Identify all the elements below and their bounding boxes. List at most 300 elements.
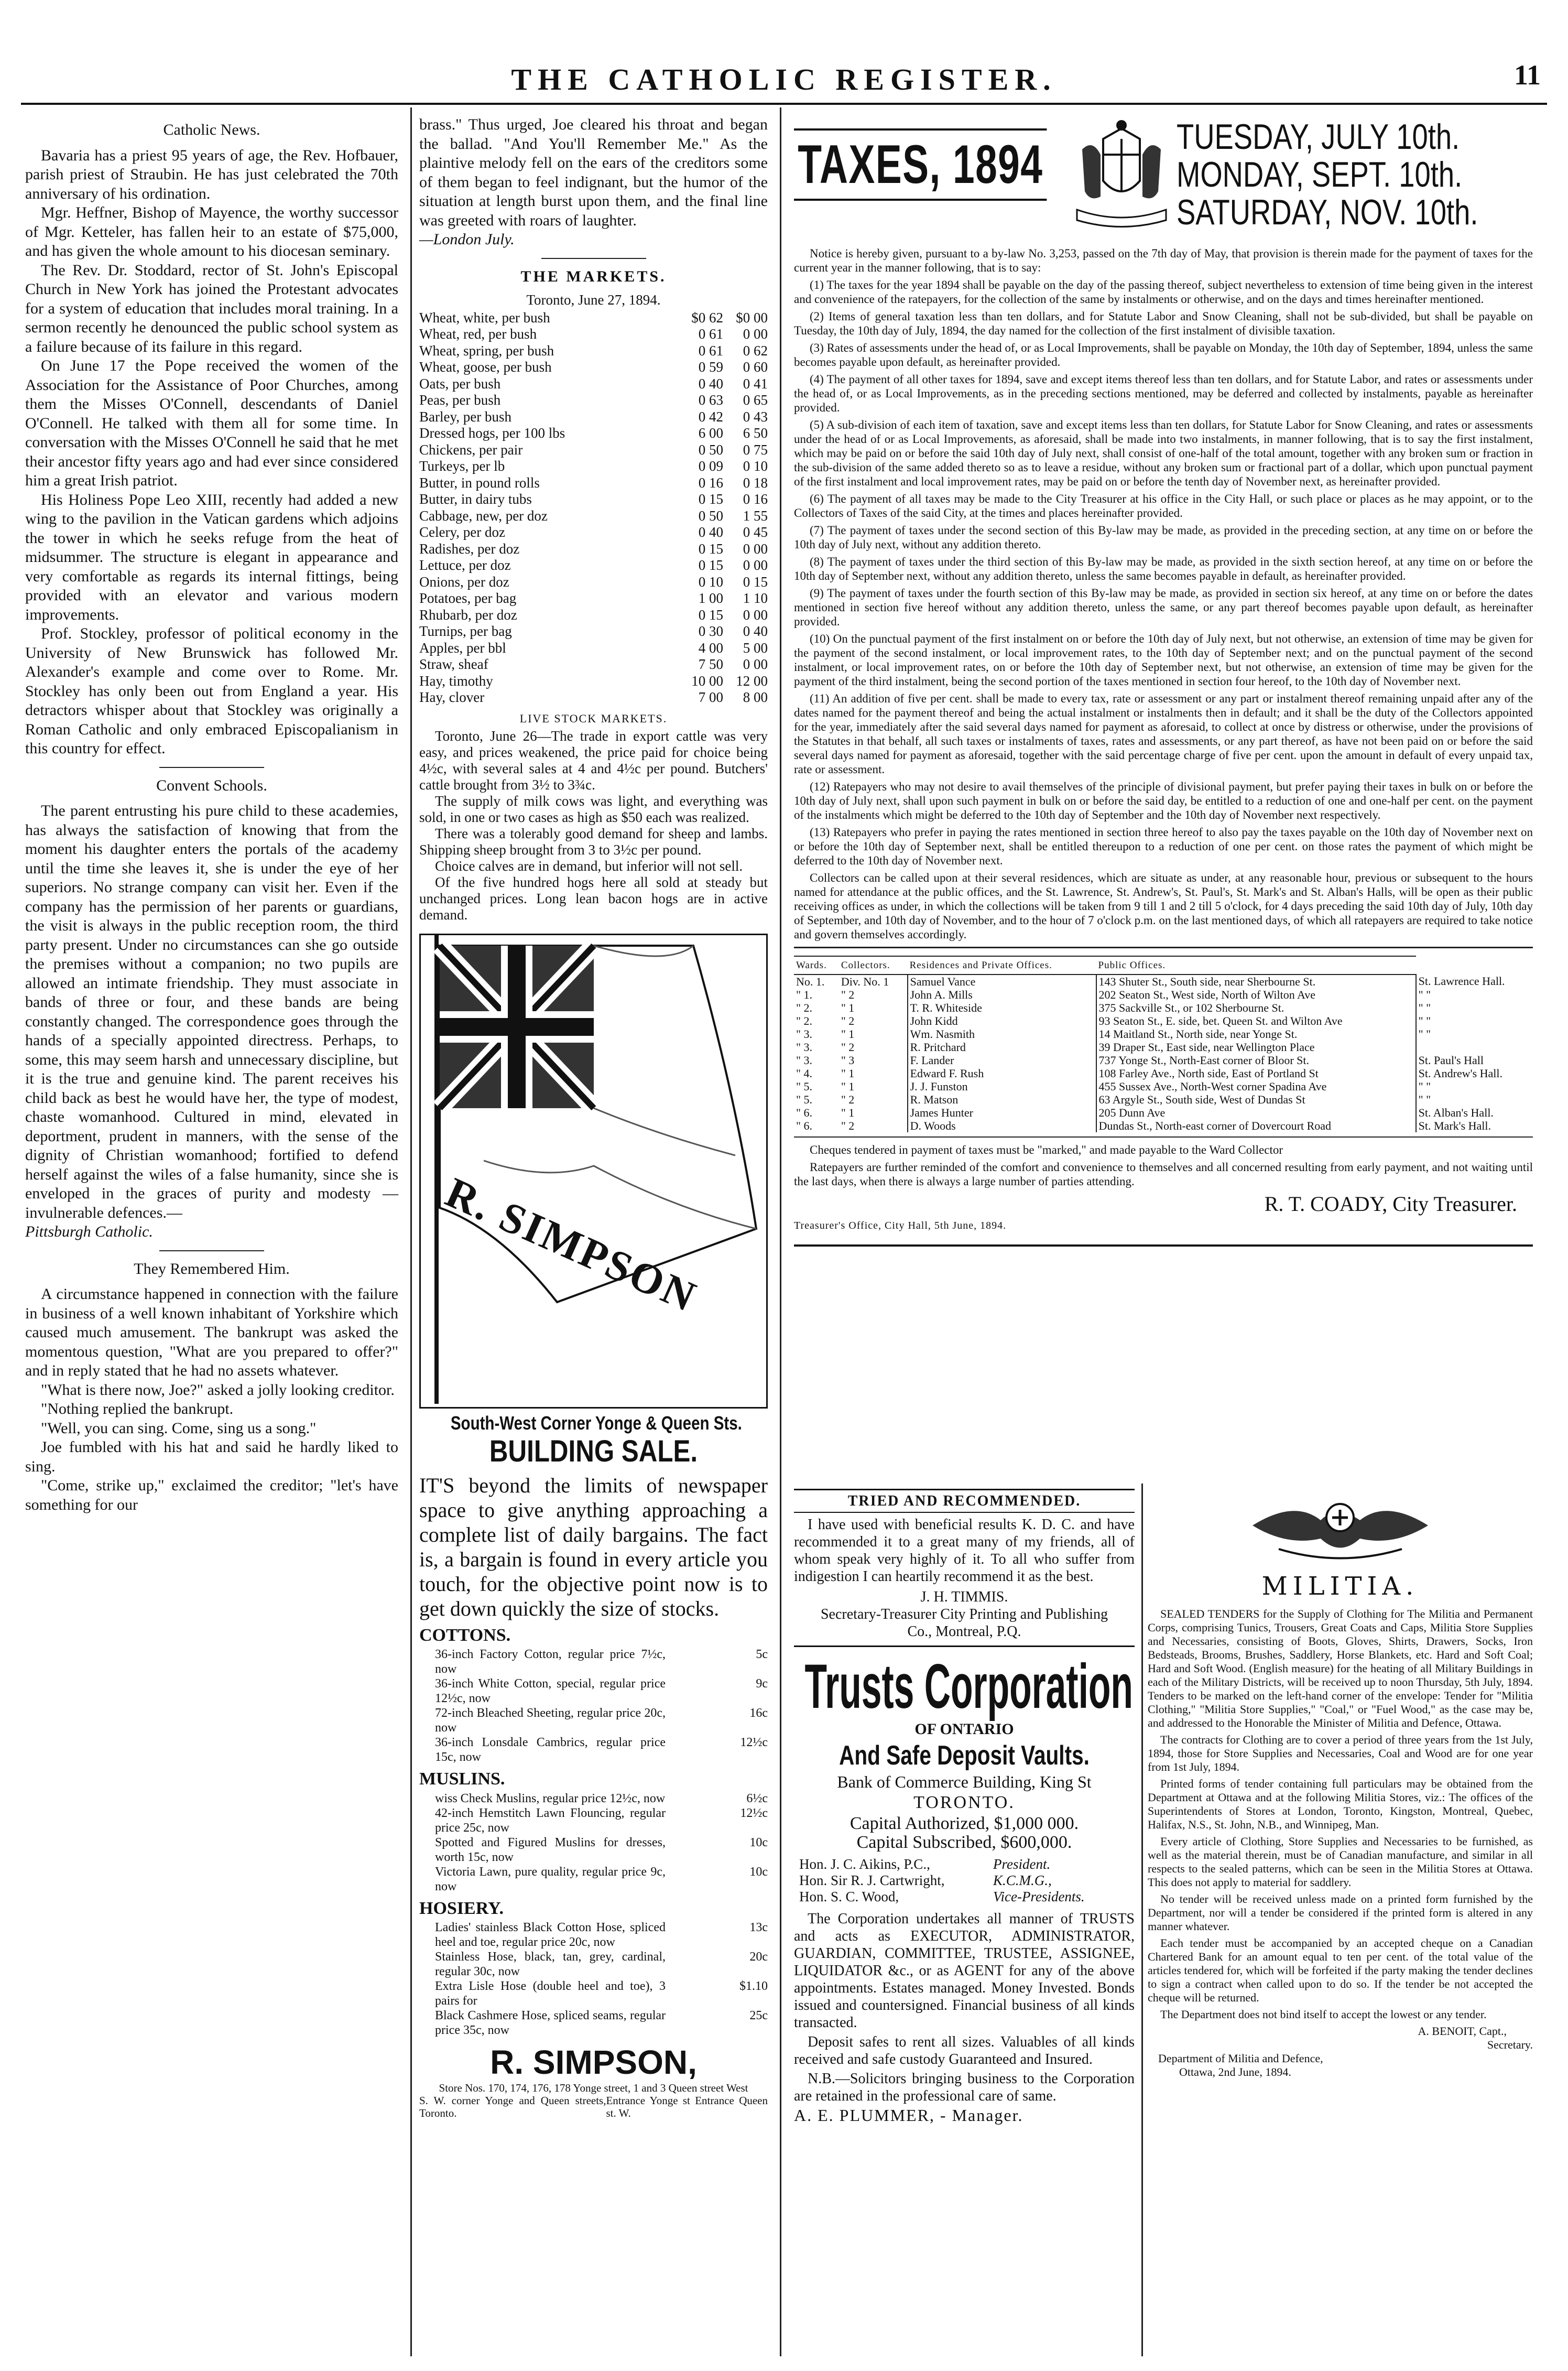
- simpson-footer-address: Store Nos. 170, 174, 176, 178 Yonge street, 1 and 3 Queen street West: [439, 2082, 748, 2094]
- masthead-rule: [21, 103, 1547, 105]
- trusts-of: OF ONTARIO: [914, 1720, 1014, 1738]
- ad-item-price: $1.10: [739, 1979, 768, 1993]
- officer-title: President.: [993, 1856, 1051, 1872]
- ward-number: No. 1.: [796, 975, 825, 988]
- market-row: [419, 326, 768, 343]
- market-item: Straw, sheaf: [419, 656, 488, 672]
- market-row: [419, 442, 768, 459]
- market-high-price: 0 41: [743, 375, 768, 392]
- tax-clause: (3) Rates of assessments under the head of, or as Local Improvements, shall be payable on Monday, the 10th day of September, 1894, unless the same becomes payable upon default, as hereinafter provided.: [794, 341, 1533, 369]
- division-number: " 2: [841, 1014, 855, 1027]
- ad-item-description: 36-inch Factory Cotton, regular price 7½c, now: [435, 1648, 666, 1676]
- market-low-price: 0 09: [698, 458, 723, 474]
- market-row: [419, 458, 768, 475]
- market-high-price: 0 18: [743, 474, 768, 491]
- militia-signature: A. BENOIT, Capt.,: [1418, 2024, 1507, 2038]
- tried-text: I have used with beneficial results K. D. C. and have recommended it to a great many of my friends, all of whom speak very highly of it. To all who suffer from indigestion I can heartily recommend it as the best.: [794, 1517, 1135, 1585]
- trusts-body: The Corporation undertakes all manner of TRUSTS and acts as EXECUTOR, ADMINISTRATOR, GUARDIAN, COMMITTEE, TRUSTEE, ASSIGNEE, LIQUIDATOR &c., or as AGENT for any of the above appointments. Estates managed. Money Invested. Bonds issued and countersigned. Financial business of all kinds transacted.: [794, 1911, 1135, 2031]
- ad-item-description: Black Cashmere Hose, spliced seams, regular price 35c, now: [435, 2009, 666, 2037]
- ad-item-price: 9c: [756, 1677, 768, 1691]
- market-high-price: 0 15: [743, 573, 768, 590]
- ward-number: " 3.: [796, 1041, 812, 1054]
- officer-title: K.C.M.G.,: [993, 1872, 1052, 1888]
- militia-paragraph: Each tender must be accompanied by an accepted cheque on a Canadian Chartered Bank for an amount equal to ten per cent. of the total value of the articles tendered for, which will be forfeited if the party making the tender declines to sign a contract when called upon to do so. If the tender be not accepted the cheque will be returned.: [1148, 1936, 1533, 2004]
- market-high-price: 5 00: [743, 640, 768, 656]
- market-high-price: 0 10: [743, 458, 768, 474]
- ad-line-item: [419, 1791, 768, 1806]
- ad-item-description: Victoria Lawn, pure quality, regular price 9c, now: [435, 1865, 666, 1893]
- ward-number: " 6.: [796, 1106, 812, 1119]
- table-row: [794, 1080, 1533, 1093]
- column-divider: [1141, 1484, 1143, 2356]
- paragraph: The supply of milk cows was light, and everything was sold, in one or two cases as high as $50 each was realized.: [419, 793, 768, 825]
- market-low-price: 0 63: [698, 392, 723, 408]
- collector-name: R. Pritchard: [908, 1041, 1096, 1054]
- tax-clause: (2) Items of general taxation less than ten dollars, and for Statute Labor and Snow Cleaning, shall not be sub-divided, but shall be payable on Tuesday, the 10th day of July, 1894, the day named for the collection of the first instalment of divisible taxation.: [794, 310, 1533, 337]
- collector-residence: 63 Argyle St., South side, West of Dundas St: [1096, 1093, 1416, 1106]
- collector-name: James Hunter: [908, 1106, 1096, 1119]
- collector-residence: 143 Shuter St., South side, near Sherbourne St.: [1096, 975, 1416, 988]
- public-office: " ": [1416, 1001, 1533, 1014]
- market-item: Wheat, red, per bush: [419, 326, 537, 342]
- tax-clause: Collectors can be called upon at their several residences, which are situate as under, at any reasonable hour, previous or subsequent to the hours named for attendance at the public offices, and the St. Lawrence, St. Andrew's, St. Paul's, St. Mark's and St. Alban's Halls, will be open as their public receiving offices as under, in which the collections will be taken from 9 till 1 and 2 till 5 o'clock, for 4 days preceding the said 10th day of July, 10th day of September, and 10th day of November, and to the hour of 7 o'clock p.m. on the last mentioned days, of which all ratepayers are required to take notice and govern themselves accordingly.: [794, 871, 1533, 941]
- ward-number: " 1.: [796, 988, 812, 1001]
- trusts-manager: A. E. PLUMMER, - Manager.: [794, 2106, 1023, 2125]
- city-arms-icon: [1072, 118, 1171, 228]
- market-row: [419, 359, 768, 376]
- paragraph: "Come, strike up," exclaimed the creditor; "let's have something for our: [25, 1477, 398, 1513]
- market-item: Dressed hogs, per 100 lbs: [419, 425, 565, 441]
- collector-name: R. Matson: [908, 1093, 1096, 1106]
- ad-line-item: [419, 1979, 768, 2008]
- officer-row: [799, 1872, 1135, 1889]
- heading-convent-schools: Convent Schools.: [156, 776, 267, 794]
- market-high-price: 0 16: [743, 491, 768, 507]
- market-item: Cabbage, new, per doz: [419, 507, 548, 524]
- market-low-price: 0 15: [698, 557, 723, 573]
- table-row: [794, 1001, 1533, 1014]
- tax-clause: (12) Ratepayers who may not desire to avail themselves of the principle of divisional payment, but prefer paying their taxes in bulk on or before the 10th day of July next, shall upon such payment in bulk on or before the said day, be entitled to a reduction of one and one-half per cent. on the payment of the instalments which might be deferred to the 10th day of September and the 10th day of November next respectively.: [794, 780, 1533, 821]
- paragraph: Joe fumbled with his hat and said he hardly liked to sing.: [25, 1438, 398, 1475]
- collector-name: D. Woods: [908, 1119, 1096, 1132]
- market-low-price: 6 00: [698, 425, 723, 441]
- market-item: Wheat, goose, per bush: [419, 359, 552, 375]
- ad-item-price: 5c: [756, 1648, 768, 1661]
- flag-icon: [421, 935, 766, 1404]
- market-low-price: 7 50: [698, 656, 723, 672]
- market-item: Peas, per bush: [419, 392, 501, 408]
- market-low-price: 7 00: [698, 689, 723, 705]
- paragraph: Bavaria has a priest 95 years of age, the Rev. Hofbauer, parish priest of Straubin. He has just celebrated the 70th anniversary of his ordination.: [25, 146, 398, 202]
- market-high-price: 0 43: [743, 408, 768, 425]
- table-header: Collectors.: [839, 956, 908, 975]
- markets-heading: THE MARKETS.: [520, 267, 667, 285]
- market-low-price: 0 50: [698, 441, 723, 458]
- column-divider: [780, 107, 781, 2356]
- ad-line-item: [419, 1835, 768, 1865]
- market-row: [419, 310, 768, 327]
- market-row: [419, 376, 768, 393]
- division-number: " 1: [841, 1067, 855, 1080]
- taxes-title: TAXES, 1894: [794, 128, 1047, 201]
- market-item: Wheat, spring, per bush: [419, 342, 554, 359]
- ad-line-item: [419, 2008, 768, 2038]
- collector-residence: 39 Draper St., East side, near Wellington Place: [1096, 1041, 1416, 1054]
- officer-name: Hon. S. C. Wood,: [799, 1889, 899, 1904]
- officer-row: [799, 1889, 1135, 1905]
- market-row: [419, 623, 768, 640]
- ad-item-price: 10c: [749, 1865, 768, 1879]
- ad-item-price: 13c: [749, 1921, 768, 1934]
- division-number: " 2: [841, 988, 855, 1001]
- market-item: Rhubarb, per doz: [419, 607, 517, 623]
- market-row: [419, 656, 768, 673]
- market-low-price: 0 40: [698, 375, 723, 392]
- market-row: [419, 640, 768, 657]
- market-high-price: 0 65: [743, 392, 768, 408]
- market-high-price: $0 00: [736, 309, 768, 326]
- collector-residence: 14 Maitland St., North side, near Yonge St.: [1096, 1027, 1416, 1041]
- paragraph: Prof. Stockley, professor of political economy in the University of New Brunswick has followed Mr. Alexander's example and come over to Rome. Mr. Stockley has only been out from England a year. His detractors whisper about that Stockley was originally a Roman Catholic and only embraced Episcopalianism in this country for effect.: [25, 625, 398, 757]
- ad-item-description: wiss Check Muslins, regular price 12½c, now: [435, 1791, 666, 1805]
- ad-item-price: 16c: [749, 1706, 768, 1720]
- table-row: [794, 1027, 1533, 1041]
- trusts-nb: N.B.—Solicitors bringing business to the Corporation are retained in the professional care of same.: [794, 2071, 1135, 2104]
- public-office: [1416, 1041, 1533, 1054]
- tried-signature-title: Secretary-Treasurer City Printing and Publishing Co., Montreal, P.Q.: [820, 1606, 1108, 1640]
- market-item: Turkeys, per lb: [419, 458, 505, 474]
- collector-name: T. R. Whiteside: [908, 1001, 1096, 1014]
- public-office: St. Paul's Hall: [1416, 1054, 1533, 1067]
- column-divider: [410, 107, 412, 2356]
- collector-residence: 455 Sussex Ave., North-West corner Spadina Ave: [1096, 1080, 1416, 1093]
- table-header: Public Offices.: [1096, 956, 1416, 975]
- simpson-footer-name: R. SIMPSON,: [490, 2043, 697, 2081]
- market-high-price: 0 40: [743, 623, 768, 639]
- tax-clause: (4) The payment of all other taxes for 1894, save and except items thereof less than ten dollars, and for Statute Labor, and rates or assessments under the head of, or as Local Improvements, as in the preceding sections mentioned, may be deferred and collected by instalments, payable as hereinafter provided.: [794, 373, 1533, 414]
- market-item: Oats, per bush: [419, 375, 501, 392]
- market-row: [419, 673, 768, 690]
- tax-clause: (6) The payment of all taxes may be made to the City Treasurer at his office in the City Hall, or such place or places as he may appoint, or to the Collectors of Taxes of the said City, at the times and places hereinafter provided.: [794, 492, 1533, 519]
- division-number: " 2: [841, 1093, 855, 1106]
- market-low-price: 0 59: [698, 359, 723, 375]
- officer-name: Hon. Sir R. J. Cartwright,: [799, 1872, 945, 1888]
- market-low-price: 0 10: [698, 573, 723, 590]
- simpson-location: South-West Corner Yonge & Queen Sts.: [450, 1412, 742, 1434]
- page-number: 11: [1513, 59, 1541, 91]
- market-high-price: 12 00: [736, 673, 768, 689]
- simpson-intro: IT'S beyond the limits of newspaper space to give anything approaching a complete list of daily bargains. The fact is, a bargain is found in every article you touch, for the objective point now is to get down quickly the size of stocks.: [419, 1473, 768, 1620]
- militia-paragraph: Printed forms of tender containing full particulars may be obtained from the Department at Ottawa and at the following Militia Stores, viz.: The offices of the Superintendents of Stores at London, Toronto, Kingston, Montreal, Quebec, Halifax, N.S., St. John, N.B., and Winnipeg, Man.: [1148, 1777, 1533, 1831]
- market-row: [419, 590, 768, 607]
- militia-paragraph: The contracts for Clothing are to cover a period of three years from the 1st July, 1894, those for Store Supplies and Necessaries, Coal and Wood are for one year from 1st July, 1894.: [1148, 1733, 1533, 1773]
- column-2: [419, 115, 768, 2119]
- collector-residence: 375 Sackville St., or 102 Sherbourne St.: [1096, 1001, 1416, 1014]
- collector-name: Wm. Nasmith: [908, 1027, 1096, 1041]
- tax-clause: (13) Ratepayers who prefer in paying the rates mentioned in section three hereof to also pay the taxes payable on the 10th day of November next on or before the 10th day of September next, shall be entitled thereupon to a reduction of one per cent. on those rates the payment of which might be deferred to the 10th day of November next.: [794, 826, 1533, 867]
- market-row: [419, 392, 768, 409]
- hosiery-heading: HOSIERY.: [419, 1898, 504, 1918]
- simpson-flag-illustration: [419, 934, 768, 1409]
- ad-item-price: 12½c: [740, 1806, 768, 1820]
- division-number: " 1: [841, 1001, 855, 1014]
- militia-title: MILITIA.: [1261, 1572, 1419, 1601]
- collector-residence: 93 Seaton St., E. side, bet. Queen St. and Wilton Ave: [1096, 1014, 1416, 1027]
- ward-number: " 3.: [796, 1027, 812, 1041]
- market-item: Turnips, per bag: [419, 623, 512, 639]
- section-divider: [541, 258, 646, 259]
- market-high-price: 0 60: [743, 359, 768, 375]
- ward-number: " 5.: [796, 1080, 812, 1093]
- market-low-price: 0 30: [698, 623, 723, 639]
- ward-number: " 4.: [796, 1067, 812, 1080]
- collector-residence: Dundas St., North-east corner of Dovercourt Road: [1096, 1119, 1416, 1132]
- ad-item-price: 10c: [749, 1835, 768, 1849]
- treasurer-office: Treasurer's Office, City Hall, 5th June, 1894.: [794, 1220, 1007, 1231]
- tried-heading: TRIED AND RECOMMENDED.: [847, 1493, 1081, 1509]
- public-office: " ": [1416, 988, 1533, 1001]
- trusts-city: TORONTO.: [913, 1793, 1015, 1812]
- column-1: [25, 115, 398, 1514]
- market-low-price: 0 42: [698, 408, 723, 425]
- taxes-header: [794, 118, 1533, 239]
- trusts-vaults: And Safe Deposit Vaults.: [839, 1740, 1090, 1771]
- officer-name: Hon. J. C. Aikins, P.C.,: [799, 1856, 930, 1872]
- heading-catholic-news: Catholic News.: [163, 121, 260, 138]
- market-item: Celery, per doz: [419, 524, 505, 540]
- paragraph: There was a tolerably good demand for sheep and lambs. Shipping sheep brought from 3 to 3½c per pound.: [419, 826, 768, 858]
- market-row: [419, 541, 768, 558]
- militia-signature-title: Secretary.: [1487, 2038, 1533, 2051]
- market-low-price: 10 00: [691, 673, 723, 689]
- market-item: Butter, in dairy tubs: [419, 491, 532, 507]
- market-row: [419, 508, 768, 525]
- market-row: [419, 475, 768, 492]
- collector-name: Edward F. Rush: [908, 1067, 1096, 1080]
- paragraph: The Rev. Dr. Stoddard, rector of St. John's Episcopal Church in New York has joined the Protestant advocates for a system of education that includes moral training. In a sermon recently he denounced the public school system as a failure because of its failure in this regard.: [25, 261, 398, 355]
- section-divider: [159, 767, 264, 768]
- officer-title: Vice-Presidents.: [993, 1889, 1085, 1904]
- paragraph: "Nothing replied the bankrupt.: [41, 1400, 234, 1417]
- market-low-price: 0 61: [698, 342, 723, 359]
- public-office: " ": [1416, 1014, 1533, 1027]
- source-credit: Pittsburgh Catholic.: [25, 1223, 153, 1240]
- ad-line-item: [419, 1647, 768, 1676]
- market-row: [419, 689, 768, 706]
- table-row: [794, 1119, 1533, 1132]
- ad-item-description: Ladies' stainless Black Cotton Hose, spliced heel and toe, regular price 20c, now: [435, 1921, 666, 1949]
- table-row: [794, 1106, 1533, 1119]
- market-item: Radishes, per doz: [419, 540, 520, 557]
- treasurer-signature: R. T. COADY, City Treasurer.: [1264, 1192, 1517, 1216]
- market-item: Butter, in pound rolls: [419, 474, 540, 491]
- ad-item-description: 42-inch Hemstitch Lawn Flouncing, regular price 25c, now: [435, 1806, 666, 1835]
- market-high-price: 6 50: [743, 425, 768, 441]
- ad-item-price: 6½c: [746, 1791, 768, 1805]
- live-stock-heading: LIVE STOCK MARKETS.: [519, 711, 668, 725]
- market-low-price: 0 50: [698, 507, 723, 524]
- ad-line-item: [419, 1676, 768, 1706]
- ad-item-description: Stainless Hose, black, tan, grey, cardinal, regular 30c, now: [435, 1950, 666, 1978]
- tax-intro: Notice is hereby given, pursuant to a by-law No. 3,253, passed on the 7th day of May, that provision is therein made for the payment of taxes for the current year in the manner following, that is to say:: [794, 247, 1533, 274]
- market-low-price: 0 40: [698, 524, 723, 540]
- market-low-price: 0 15: [698, 491, 723, 507]
- market-item: Chickens, per pair: [419, 441, 523, 458]
- market-low-price: 0 16: [698, 474, 723, 491]
- division-number: " 1: [841, 1027, 855, 1041]
- militia-paragraph: The Department does not bind itself to accept the lowest or any tender.: [1160, 2008, 1487, 2021]
- tax-clause: (5) A sub-division of each item of taxation, save and except items less than ten dollars, for Statute Labor for Snow Cleaning, and rates or assessments under the head of or as Local Improvements, as aforesaid, shall be made into two instalments, in manner following, that is to say the first instalment, which may be paid on or before the said 10th day of July next, shall consist of one-half of the total amount, together with any broken sum or fraction in the sub-division of the same added thereto so as to leave a residue, without any broken sum or fractional part of a dollar, which upon punctual payment of the first instalment and local improvement rates, may be paid on or before the tenth day of November next, as hereinafter provided.: [794, 418, 1533, 488]
- market-low-price: 0 61: [698, 326, 723, 342]
- ad-item-price: 25c: [749, 2009, 768, 2022]
- ad-item-description: 36-inch Lonsdale Cambrics, regular price 15c, now: [435, 1736, 666, 1764]
- newspaper-title: THE CATHOLIC REGISTER.: [511, 62, 1057, 96]
- table-row: [794, 1041, 1533, 1054]
- collector-residence: 108 Farley Ave., North side, East of Portland St: [1096, 1067, 1416, 1080]
- market-low-price: 4 00: [698, 640, 723, 656]
- heading-remembered: They Remembered Him.: [134, 1260, 290, 1277]
- table-row: [794, 988, 1533, 1001]
- division-number: " 2: [841, 1119, 855, 1132]
- collector-residence: 205 Dunn Ave: [1096, 1106, 1416, 1119]
- tax-clause: (11) An addition of five per cent. shall be made to every tax, rate or assessment or any part or instalment thereof remaining unpaid after any of the dates named for the payment thereof and being the actual instalment or instalments then in default; and it shall be the duty of the Collectors appointed for the year, immediately after the said several days named for payment as aforesaid, to collect at once by distress or otherwise, under the provisions of the Statutes in that behalf, all such taxes or instalments of taxes, rates and assessments, or any part thereof, as have not been paid on or before the said several days named for payment as aforesaid, together with the said percentage charge of five per cent. upon the amount in default of every unpaid tax, rate or assessment.: [794, 692, 1533, 776]
- table-row: [794, 1054, 1533, 1067]
- public-office: St. Andrew's Hall.: [1416, 1067, 1533, 1080]
- masthead: [0, 0, 1568, 100]
- tax-date-3: SATURDAY, NOV. 10th.: [1177, 192, 1478, 232]
- table-header: Residences and Private Offices.: [908, 956, 1096, 975]
- market-item: Onions, per doz: [419, 573, 509, 590]
- market-high-price: 8 00: [743, 689, 768, 705]
- table-header: Wards.: [794, 956, 839, 975]
- market-row: [419, 409, 768, 426]
- public-office: " ": [1416, 1027, 1533, 1041]
- market-high-price: 1 10: [743, 590, 768, 606]
- public-office: " ": [1416, 1093, 1533, 1106]
- market-item: Barley, per bush: [419, 408, 511, 425]
- table-row: [794, 1093, 1533, 1106]
- militia-paragraph: SEALED TENDERS for the Supply of Clothing for The Militia and Permanent Corps, comprising Tunics, Trousers, Great Coats and Caps, Militia Store Supplies and Necessaries, consisting of Boots, Gloves, Shirts, Drawers, Socks, Iron Bedsteads, Brooms, Brushes, Saddlery, Horse Blankets, etc. Hard and Soft Coal; Hard and Soft Wood. (English measure) for the heating of all Military Buildings in each of the Military Districts, will be received up to noon Thursday, 5th July, 1894. Tenders to be marked on the left-hand corner of the envelope: Tender for "Militia Clothing," "Militia Store Supplies," "Coal," or "Fuel Wood," as the case may be, and addressed to the Honorable the Minister of Militia and Defence, Ottawa.: [1148, 1607, 1533, 1729]
- market-high-price: 0 00: [743, 326, 768, 342]
- market-low-price: 0 15: [698, 607, 723, 623]
- market-high-price: 0 45: [743, 524, 768, 540]
- cottons-heading: COTTONS.: [419, 1625, 511, 1645]
- trusts-bank: Bank of Commerce Building, King St: [837, 1772, 1092, 1791]
- market-item: Hay, clover: [419, 689, 485, 705]
- ad-line-item: [419, 1735, 768, 1764]
- market-high-price: 0 00: [743, 656, 768, 672]
- paragraph: Toronto, June 26—The trade in export cattle was very easy, and prices weakened, the price paid for choice being 4½c, with several sales at 4 and 4½c per pound. Butchers' cattle brought from 3½ to 3¾c.: [419, 728, 768, 793]
- section-divider: [159, 1250, 264, 1251]
- market-low-price: $0 62: [691, 309, 723, 326]
- paragraph: A circumstance happened in connection with the failure in business of a well known inhabitant of Yorkshire which caused much amusement. The bankrupt was asked the momentous question, "What are you prepared to offer?" and in reply stated that he had no assets whatever.: [25, 1285, 398, 1379]
- trusts-title: Trusts Corporation: [804, 1651, 1133, 1722]
- market-item: Lettuce, per doz: [419, 557, 511, 573]
- public-office: " ": [1416, 1080, 1533, 1093]
- ad-line-item: [419, 1950, 768, 1979]
- tax-clause: (7) The payment of taxes under the second section of this By-law may be made, as provided in the preceding section, at any time on or before the 10th day of July next, without any addition thereto.: [794, 524, 1533, 551]
- tax-date-2: MONDAY, SEPT. 10th.: [1177, 155, 1463, 194]
- collectors-table: [794, 956, 1533, 1132]
- markets-dateline: Toronto, June 27, 1894.: [526, 292, 661, 308]
- ad-item-description: Spotted and Figured Muslins for dresses, worth 15c, now: [435, 1835, 666, 1864]
- militia-department: Department of Militia and Defence,: [1158, 2052, 1323, 2065]
- simpson-flag-banner: R. SIMPSON: [439, 1168, 704, 1322]
- simpson-sale-heading: BUILDING SALE.: [489, 1434, 698, 1468]
- paragraph: brass." Thus urged, Joe cleared his throat and began the ballad. "And You'll Remember Me." As the plaintive melody fell on the ears of the creditors some of them began to feel indignant, but the humor of the situation at length burst upon them, and the final line was greeted with roars of laughter.: [419, 116, 768, 229]
- paragraph: His Holiness Pope Leo XIII, recently had added a new wing to the pavilion in the Vatican gardens which adjoins the tower in which he seeks refuge from the heat of midsummer. The structure is elegant in appearance and very comfortable as regards its internal fittings, being provided with an elevator and various modern improvements.: [25, 491, 398, 623]
- collector-name: Samuel Vance: [908, 975, 1096, 988]
- division-number: " 1: [841, 1080, 855, 1093]
- market-item: Wheat, white, per bush: [419, 309, 550, 326]
- collector-name: John Kidd: [908, 1014, 1096, 1027]
- markets-table: [419, 310, 768, 706]
- division-number: Div. No. 1: [841, 975, 889, 988]
- trusts-safes: Deposit safes to rent all sizes. Valuables of all kinds received and safe custody Guaranteed and Insured.: [794, 2034, 1135, 2067]
- collector-name: John A. Mills: [908, 988, 1096, 1001]
- ward-number: " 2.: [796, 1014, 812, 1027]
- officer-row: [799, 1856, 1135, 1872]
- ward-number: " 3.: [796, 1054, 812, 1067]
- ad-line-item: [419, 1920, 768, 1950]
- collector-residence: 202 Seaton St., West side, North of Wilton Ave: [1096, 988, 1416, 1001]
- market-high-price: 0 75: [743, 441, 768, 458]
- tried-signature: J. H. TIMMIS.: [920, 1589, 1008, 1605]
- militia-ad: [1148, 1489, 1533, 2079]
- market-row: [419, 607, 768, 624]
- ward-number: " 6.: [796, 1119, 812, 1132]
- public-office: St. Alban's Hall.: [1416, 1106, 1533, 1119]
- ad-item-description: 72-inch Bleached Sheeting, regular price 20c, now: [435, 1706, 666, 1735]
- ad-item-description: 36-inch White Cotton, special, regular price 12½c, now: [435, 1677, 666, 1705]
- militia-date: Ottawa, 2nd June, 1894.: [1179, 2065, 1291, 2078]
- tax-clause: (1) The taxes for the year 1894 shall be payable on the day of the passing thereof, subject nevertheless to extension of time being given in the interest and convenience of the ratepayers, for the collection of the same by instalments or otherwise, and on the days and times hereinafter mentioned.: [794, 278, 1533, 306]
- paragraph: Choice calves are in demand, but inferior will not sell.: [435, 858, 743, 874]
- paragraph: Of the five hundred hogs here all sold at steady but unchanged prices. Long lean bacon hogs are in active demand.: [419, 874, 768, 923]
- public-office: St. Mark's Hall.: [1416, 1119, 1533, 1132]
- market-high-price: 1 55: [743, 507, 768, 524]
- militia-crest-icon: [1148, 1489, 1533, 1567]
- ad-item-price: 20c: [749, 1950, 768, 1964]
- ad-line-item: [419, 1865, 768, 1894]
- market-row: [419, 574, 768, 591]
- market-item: Hay, timothy: [419, 673, 493, 689]
- market-high-price: 0 00: [743, 557, 768, 573]
- paragraph: The parent entrusting his pure child to these academies, has always the satisfaction of knowing that from the moment his daughter enters the portals of the academy until the time she leaves it, she is under the eye of her superiors. No strange company can visit her. Even if the company has the permission of her parents or guardians, the visit is always in the public reception room, the third party present. Under no circumstances can she go outside the premises without a companion; no two pupils are allowed an intimate friendship. They must associate in bands of three or four, and these bands are being constantly changed. The correspondence goes through the hands of a specially appointed directress. Perhaps, to some, this may seem harsh and unnecessary discipline, but it is the true and genuine kind. The parent receives his child back as best he would have her, the type of modest, chaste womanhood. Cultured in mind, elevated in deportment, prudent in manners, with the sense of the dignity of Christian womanhood; fortified to defend herself against the wiles of a false humanity, since she is enveloped in the graces of purity and modesty — invulnerable defences.—: [25, 802, 398, 1221]
- reminder-note: Ratepayers are further reminded of the comfort and convenience to themselves and all concerned resulting from early payment, and not waiting until the last days, when there is always a large number of parties attending.: [794, 1161, 1533, 1188]
- table-row: [794, 975, 1533, 988]
- paragraph: "What is there now, Joe?" asked a jolly looking creditor.: [41, 1381, 395, 1399]
- capital-authorized: Capital Authorized, $1,000 000.: [850, 1814, 1079, 1833]
- division-number: " 3: [841, 1054, 855, 1067]
- ward-number: " 2.: [796, 1001, 812, 1014]
- ad-line-item: [419, 1706, 768, 1735]
- capital-subscribed: Capital Subscribed, $600,000.: [856, 1833, 1072, 1852]
- table-row: [794, 1067, 1533, 1080]
- paragraph: On June 17 the Pope received the women of the Association for the Assistance of Poor Churches, among them the Misses O'Connell, descendants of Daniel O'Connell. He talked with them all for some time. In conversation with the Misses O'Connell he said that he met their ancestor fifty years ago and had ever since considered him a great Irish patriot.: [25, 357, 398, 489]
- market-row: [419, 557, 768, 574]
- paragraph: Mgr. Heffner, Bishop of Mayence, the worthy successor of Mgr. Ketteler, has fallen heir to an estate of $75,000, and has given the whole amount to his diocesan seminary.: [25, 204, 398, 259]
- simpson-footer-corner: S. W. corner Yonge and Queen streets, Toronto.: [419, 2094, 606, 2119]
- market-item: Apples, per bbl: [419, 640, 506, 656]
- tax-date-1: TUESDAY, JULY 10th.: [1177, 117, 1460, 157]
- collector-name: F. Lander: [908, 1054, 1096, 1067]
- ad-item-description: Extra Lisle Hose (double heel and toe), 3 pairs for: [435, 1979, 666, 2008]
- tax-clause: (10) On the punctual payment of the first instalment on or before the 10th day of July next, but not otherwise, an extension of time may be given for the payment of the second instalment, or local improvement rates, to the 10th day of September next; and on the punctual payment of the second instalment, or local improvement rates, on or before the 10th day of September next, but not otherwise, an extension of time may be given for the payment of the third instalment, being the second portion of the taxes mentioned in section four hereof, to the 10th day of November next.: [794, 632, 1533, 688]
- market-item: Potatoes, per bag: [419, 590, 517, 606]
- market-row: [419, 491, 768, 508]
- tax-notice: [794, 246, 1533, 1247]
